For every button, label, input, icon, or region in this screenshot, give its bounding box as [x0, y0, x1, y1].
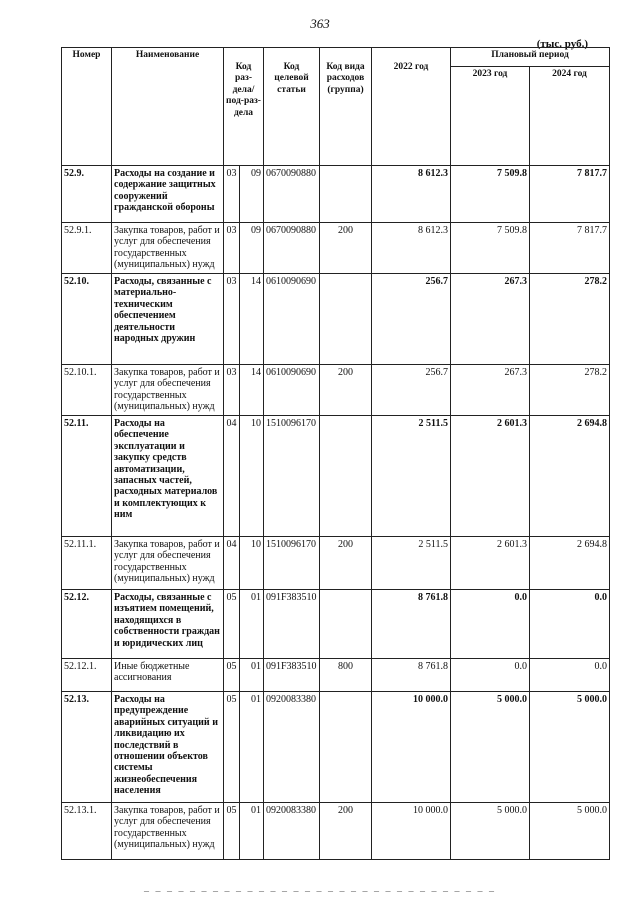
row-target-code: 1510096170	[264, 416, 320, 537]
row-number: 52.9.1.	[62, 223, 112, 274]
row-expense-code	[320, 416, 372, 537]
table-row	[62, 803, 610, 860]
row-value-2024: 2 694.8	[530, 537, 610, 590]
row-value-2022: 10 000.0	[372, 692, 451, 803]
row-value-2023: 7 509.8	[451, 166, 530, 223]
footer-dashes: – – – – – – – – – – – – – – – – – – – – – – – – – – – – – – –	[144, 886, 496, 897]
header-name: Наименование	[112, 48, 224, 166]
row-number: 52.13.	[62, 692, 112, 803]
table-body	[62, 166, 610, 860]
row-razdel: 05	[224, 692, 240, 803]
row-podrazdel: 01	[240, 659, 264, 692]
table-row	[62, 223, 610, 274]
header-expense-code: Код вида расходов (группа)	[320, 48, 372, 166]
row-target-code: 0670090880	[264, 223, 320, 274]
budget-table	[61, 47, 610, 860]
row-name: Расходы на обеспечение эксплуатации и закупку средств автоматизации, запасных частей, расходных материалов и комплектующих к ним	[112, 416, 224, 537]
row-value-2024: 5 000.0	[530, 803, 610, 860]
row-value-2022: 8 761.8	[372, 659, 451, 692]
header-section-code: Код раз-дела/ под-раз-дела	[224, 48, 264, 166]
row-podrazdel: 01	[240, 590, 264, 659]
row-value-2022: 8 612.3	[372, 166, 451, 223]
row-podrazdel: 14	[240, 274, 264, 365]
table-row	[62, 416, 610, 537]
row-number: 52.12.	[62, 590, 112, 659]
row-value-2024: 0.0	[530, 659, 610, 692]
header-target-code: Код целевой статьи	[264, 48, 320, 166]
table-row	[62, 537, 610, 590]
row-value-2022: 256.7	[372, 365, 451, 416]
row-name: Закупка товаров, работ и услуг для обеспечения государственных (муниципальных) нужд	[112, 803, 224, 860]
row-value-2023: 267.3	[451, 274, 530, 365]
row-name: Закупка товаров, работ и услуг для обеспечения государственных (муниципальных) нужд	[112, 223, 224, 274]
row-podrazdel: 09	[240, 223, 264, 274]
row-name: Расходы на предупреждение аварийных ситуаций и ликвидацию их последствий в отношении объектов системы жизнеобеспечения населения	[112, 692, 224, 803]
row-value-2022: 8 612.3	[372, 223, 451, 274]
units-label: (тыс. руб.)	[536, 38, 588, 50]
row-razdel: 04	[224, 416, 240, 537]
row-name: Расходы, связанные с изъятием помещений, находящихся в собственности граждан и юридических лиц	[112, 590, 224, 659]
row-expense-code	[320, 166, 372, 223]
row-expense-code	[320, 692, 372, 803]
header-2022: 2022 год	[372, 48, 451, 166]
header-2024: 2024 год	[530, 67, 610, 166]
row-razdel: 05	[224, 659, 240, 692]
row-value-2024: 278.2	[530, 365, 610, 416]
row-razdel: 03	[224, 365, 240, 416]
row-expense-code: 200	[320, 537, 372, 590]
row-number: 52.11.1.	[62, 537, 112, 590]
row-value-2023: 7 509.8	[451, 223, 530, 274]
row-target-code: 091F383510	[264, 659, 320, 692]
row-expense-code	[320, 274, 372, 365]
row-name: Расходы, связанные с материально-техническим обеспечением деятельности народных дружин	[112, 274, 224, 365]
row-target-code: 0920083380	[264, 803, 320, 860]
row-target-code: 0610090690	[264, 365, 320, 416]
row-value-2022: 2 511.5	[372, 416, 451, 537]
row-number: 52.9.	[62, 166, 112, 223]
row-value-2023: 0.0	[451, 659, 530, 692]
header-planned-period: Плановый период	[451, 48, 610, 67]
table-row	[62, 274, 610, 365]
row-value-2023: 5 000.0	[451, 803, 530, 860]
row-podrazdel: 10	[240, 416, 264, 537]
row-value-2024: 0.0	[530, 590, 610, 659]
table-row	[62, 365, 610, 416]
row-name: Закупка товаров, работ и услуг для обеспечения государственных (муниципальных) нужд	[112, 365, 224, 416]
row-value-2023: 5 000.0	[451, 692, 530, 803]
row-name: Закупка товаров, работ и услуг для обеспечения государственных (муниципальных) нужд	[112, 537, 224, 590]
row-target-code: 0920083380	[264, 692, 320, 803]
row-value-2023: 2 601.3	[451, 416, 530, 537]
row-value-2024: 5 000.0	[530, 692, 610, 803]
row-podrazdel: 09	[240, 166, 264, 223]
row-razdel: 05	[224, 590, 240, 659]
row-expense-code	[320, 590, 372, 659]
row-target-code: 091F383510	[264, 590, 320, 659]
table-row	[62, 659, 610, 692]
row-target-code: 0670090880	[264, 166, 320, 223]
row-name: Иные бюджетные ассигнования	[112, 659, 224, 692]
row-value-2022: 8 761.8	[372, 590, 451, 659]
row-razdel: 03	[224, 274, 240, 365]
row-number: 52.10.	[62, 274, 112, 365]
row-value-2022: 2 511.5	[372, 537, 451, 590]
row-razdel: 03	[224, 166, 240, 223]
table-row	[62, 166, 610, 223]
row-podrazdel: 01	[240, 803, 264, 860]
row-value-2024: 278.2	[530, 274, 610, 365]
row-podrazdel: 10	[240, 537, 264, 590]
row-number: 52.13.1.	[62, 803, 112, 860]
row-expense-code: 200	[320, 223, 372, 274]
page-number: 363	[310, 16, 330, 31]
row-podrazdel: 01	[240, 692, 264, 803]
row-podrazdel: 14	[240, 365, 264, 416]
row-expense-code: 800	[320, 659, 372, 692]
header-number: Номер	[62, 48, 112, 166]
row-name: Расходы на создание и содержание защитных сооружений гражданской обороны	[112, 166, 224, 223]
table-row	[62, 590, 610, 659]
row-target-code: 1510096170	[264, 537, 320, 590]
row-expense-code: 200	[320, 803, 372, 860]
row-razdel: 05	[224, 803, 240, 860]
row-target-code: 0610090690	[264, 274, 320, 365]
table-row	[62, 692, 610, 803]
row-value-2024: 2 694.8	[530, 416, 610, 537]
row-value-2023: 267.3	[451, 365, 530, 416]
row-value-2024: 7 817.7	[530, 223, 610, 274]
row-value-2022: 256.7	[372, 274, 451, 365]
row-value-2023: 0.0	[451, 590, 530, 659]
row-number: 52.12.1.	[62, 659, 112, 692]
row-expense-code: 200	[320, 365, 372, 416]
row-value-2024: 7 817.7	[530, 166, 610, 223]
header-2023: 2023 год	[451, 67, 530, 166]
row-value-2023: 2 601.3	[451, 537, 530, 590]
row-razdel: 03	[224, 223, 240, 274]
row-number: 52.11.	[62, 416, 112, 537]
row-razdel: 04	[224, 537, 240, 590]
row-value-2022: 10 000.0	[372, 803, 451, 860]
row-number: 52.10.1.	[62, 365, 112, 416]
